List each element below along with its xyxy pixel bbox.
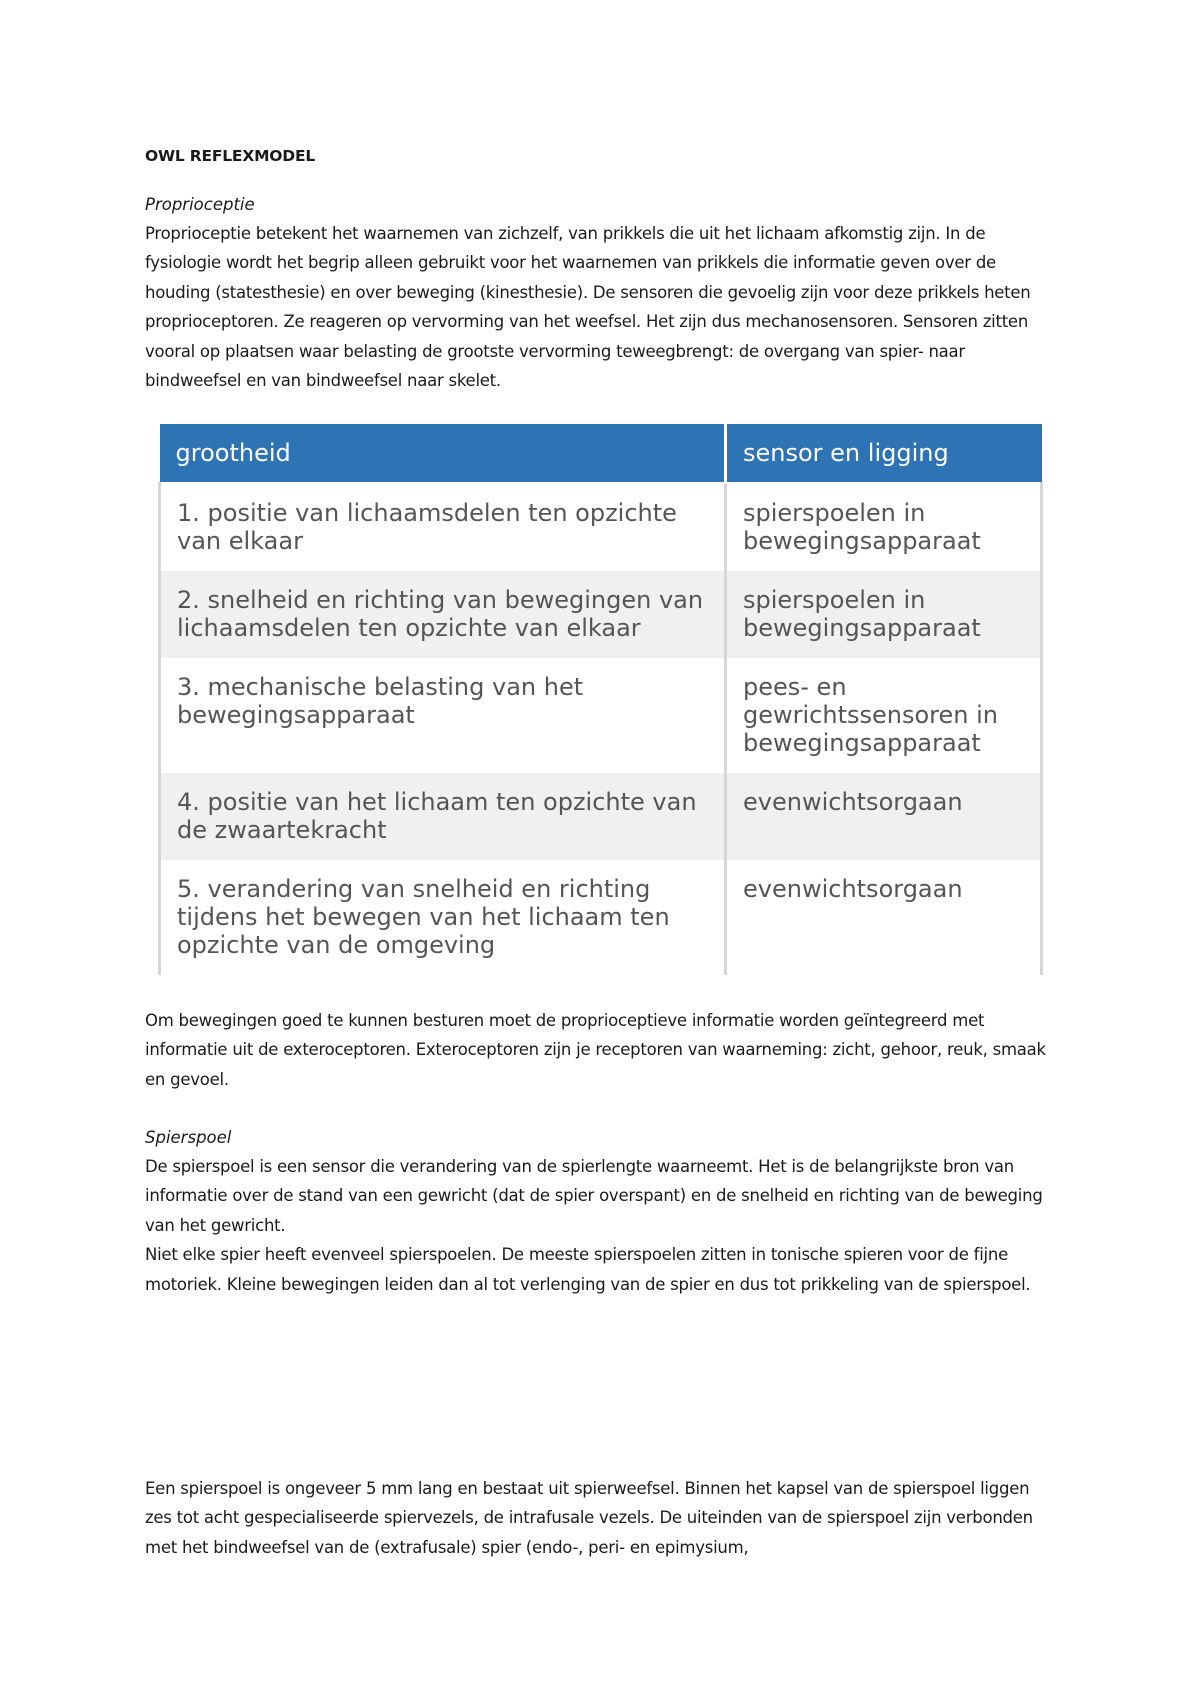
header-sensor-en-ligging: sensor en ligging [726,424,1042,483]
cell-sensor: spierspoelen in bewegingsapparaat [726,483,1042,571]
header-grootheid: grootheid [160,424,726,483]
section-exteroceptoren [145,1006,1055,1094]
paragraph-exteroceptoren: Om bewegingen goed te kunnen besturen moet de proprioceptieve informatie worden geïntegreerd met informatie uit de exteroceptoren. Exteroceptoren zijn je receptoren van waarneming: zicht, gehoor, reuk, smaak en gevoel. [145,1011,1046,1089]
paragraph-spierspoel-a: De spierspoel is een sensor die verandering van de spierlengte waarneemt. Het is de belangrijkste bron van informatie over de stand van een gewricht (dat de spier overspant) en de snelheid en richting van de beweging van het gewricht. [145,1157,1043,1235]
paragraph-spierspoel-structuur: Een spierspoel is ongeveer 5 mm lang en bestaat uit spierweefsel. Binnen het kapsel van de spierspoel liggen zes tot acht gespecialiseerde spiervezels, de intrafusale vezels. De uiteinden van de spierspoel zijn verbonden met het bindweefsel van de (extrafusale) spier (endo-, peri- en epimysium, [145,1479,1033,1557]
cell-sensor: evenwichtsorgaan [726,773,1042,860]
section-proprioceptie [145,190,1055,395]
cell-quantity: 2. snelheid en richting van bewegingen van lichaamsdelen ten opzichte van elkaar [160,571,726,658]
cell-quantity: 5. verandering van snelheid en richting tijdens het bewegen van het lichaam ten opzichte van de omgeving [160,860,726,975]
section-spierspoel [145,1123,1055,1299]
cell-sensor: spierspoelen in bewegingsapparaat [726,571,1042,658]
cell-quantity: 1. positie van lichaamsdelen ten opzichte van elkaar [160,483,726,571]
table-header-row [160,424,1042,483]
table-row [160,860,1042,975]
cell-sensor: evenwichtsorgaan [726,860,1042,975]
table-row [160,483,1042,571]
table-row [160,658,1042,773]
cell-quantity: 4. positie van het lichaam ten opzichte van de zwaartekracht [160,773,726,860]
cell-quantity: 3. mechanische belasting van het bewegingsapparaat [160,658,726,773]
section-spierspoel-structuur [145,1474,1055,1562]
cell-sensor: pees- en gewrichtssensoren in bewegingsapparaat [726,658,1042,773]
proprioception-table [158,424,1043,975]
table-row [160,773,1042,860]
section-heading-proprioceptie: Proprioceptie [145,195,255,214]
document-title: OWL REFLEXMODEL [145,147,316,165]
section-heading-spierspoel: Spierspoel [145,1128,232,1147]
paragraph-proprioceptie: Proprioceptie betekent het waarnemen van zichzelf, van prikkels die uit het lichaam afkomstig zijn. In de fysiologie wordt het begrip alleen gebruikt voor het waarnemen van prikkels die informatie geven over de houding (statesthesie) en over beweging (kinesthesie). De sensoren die gevoelig zijn voor deze prikkels heten proprioceptoren. Ze reageren op vervorming van het weefsel. Het zijn dus mechanosensoren. Sensoren zitten vooral op plaatsen waar belasting de grootste vervorming teweegbrengt: de overgang van spier- naar bindweefsel en van bindweefsel naar skelet. [145,224,1031,391]
table-row [160,571,1042,658]
paragraph-spierspoel-b: Niet elke spier heeft evenveel spierspoelen. De meeste spierspoelen zitten in tonische spieren voor de fijne motoriek. Kleine bewegingen leiden dan al tot verlenging van de spier en dus tot prikkeling van de spierspoel. [145,1245,1031,1294]
